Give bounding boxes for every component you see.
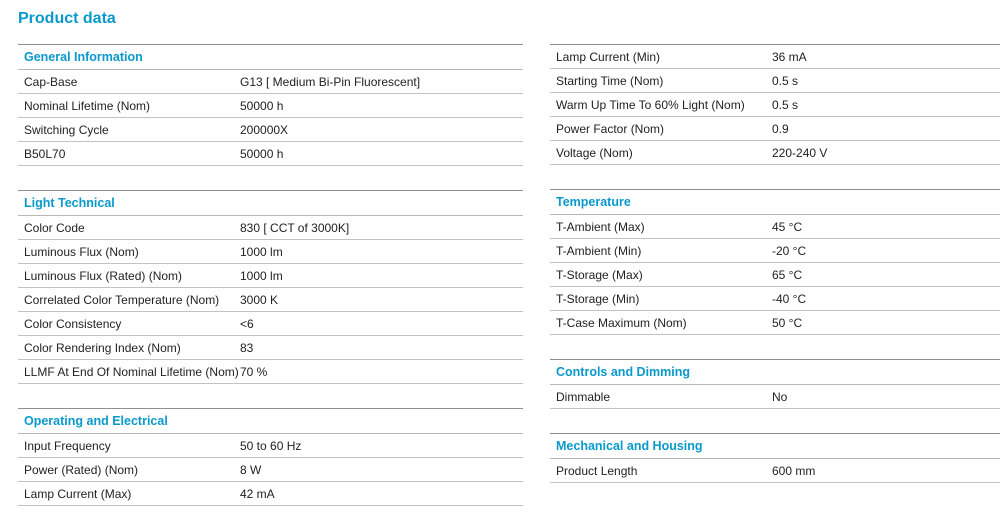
spec-value: 1000 lm (240, 244, 283, 259)
spec-value: 830 [ CCT of 3000K] (240, 220, 350, 235)
spec-value: -20 °C (772, 243, 807, 258)
spec-column-left (18, 44, 523, 506)
spec-row (18, 216, 523, 240)
section-title: Operating and Electrical (18, 409, 523, 434)
spec-row (18, 336, 523, 360)
spec-row (550, 93, 1000, 117)
spec-value: 50000 h (240, 146, 284, 161)
spec-section (550, 359, 1000, 409)
spec-row (550, 141, 1000, 165)
spec-value: 36 mA (772, 49, 807, 64)
spec-label: Input Frequency (24, 438, 111, 453)
spec-label: Power (Rated) (Nom) (24, 462, 139, 477)
spec-value: 8 W (240, 462, 262, 477)
spec-label: Lamp Current (Max) (24, 486, 132, 501)
spec-value: No (772, 389, 788, 404)
spec-section (550, 189, 1000, 335)
spec-label: T-Case Maximum (Nom) (556, 315, 687, 330)
spec-row (18, 434, 523, 458)
spec-row (550, 385, 1000, 409)
spec-label: Product Length (556, 463, 638, 478)
spec-label: Switching Cycle (24, 122, 109, 137)
spec-value: 600 mm (772, 463, 816, 478)
spec-label: Color Rendering Index (Nom) (24, 340, 181, 355)
spec-label: Dimmable (556, 389, 611, 404)
section-title: Controls and Dimming (550, 360, 1000, 385)
spec-row (18, 142, 523, 166)
spec-value: 0.9 (772, 121, 789, 136)
spec-label: T-Storage (Max) (556, 267, 643, 282)
spec-label: Starting Time (Nom) (556, 73, 664, 88)
spec-value: 42 mA (240, 486, 275, 501)
spec-value: 83 (240, 340, 254, 355)
spec-label: Cap-Base (24, 74, 78, 89)
spec-row (550, 45, 1000, 69)
spec-value: G13 [ Medium Bi-Pin Fluorescent] (240, 74, 421, 89)
spec-row (550, 459, 1000, 483)
spec-columns (18, 44, 1000, 506)
spec-label: Correlated Color Temperature (Nom) (24, 292, 220, 307)
spec-value: 200000X (240, 122, 289, 137)
spec-row (550, 287, 1000, 311)
section-title: Temperature (550, 190, 1000, 215)
spec-section (550, 44, 1000, 165)
section-title: Mechanical and Housing (550, 434, 1000, 459)
spec-column-right (550, 44, 1000, 483)
spec-section (18, 408, 523, 506)
spec-label: Lamp Current (Min) (556, 49, 661, 64)
spec-value: 45 °C (772, 219, 803, 234)
spec-row (550, 215, 1000, 239)
spec-value: <6 (240, 316, 254, 331)
spec-label: Luminous Flux (Rated) (Nom) (24, 268, 183, 283)
section-title: Light Technical (18, 191, 523, 216)
spec-row (18, 482, 523, 506)
spec-value: 1000 lm (240, 268, 283, 283)
spec-row (18, 240, 523, 264)
page-title: Product data (18, 10, 116, 27)
spec-value: 50 °C (772, 315, 803, 330)
spec-row (550, 311, 1000, 335)
spec-row (550, 69, 1000, 93)
spec-row (18, 94, 523, 118)
spec-label: Nominal Lifetime (Nom) (24, 98, 151, 113)
spec-label: Power Factor (Nom) (556, 121, 665, 136)
spec-value: 0.5 s (772, 73, 799, 88)
spec-value: 50000 h (240, 98, 284, 113)
spec-row (18, 70, 523, 94)
spec-label: Voltage (Nom) (556, 145, 633, 160)
spec-section (18, 190, 523, 384)
spec-value: 0.5 s (772, 97, 799, 112)
spec-row (550, 117, 1000, 141)
spec-value: 70 % (240, 364, 268, 379)
spec-row (18, 458, 523, 482)
spec-value: 50 to 60 Hz (240, 438, 302, 453)
spec-label: T-Ambient (Min) (556, 243, 642, 258)
section-title: General Information (18, 45, 523, 70)
spec-section (550, 433, 1000, 483)
spec-label: LLMF At End Of Nominal Lifetime (Nom) (24, 364, 239, 379)
spec-value: 65 °C (772, 267, 803, 282)
spec-row (18, 312, 523, 336)
spec-section (18, 44, 523, 166)
spec-row (550, 239, 1000, 263)
spec-row (18, 264, 523, 288)
spec-row (18, 288, 523, 312)
spec-label: Warm Up Time To 60% Light (Nom) (556, 97, 745, 112)
spec-label: Color Code (24, 220, 85, 235)
spec-value: 3000 K (240, 292, 279, 307)
spec-label: B50L70 (24, 146, 66, 161)
spec-label: Luminous Flux (Nom) (24, 244, 139, 259)
spec-label: Color Consistency (24, 316, 122, 331)
spec-label: T-Ambient (Max) (556, 219, 645, 234)
spec-row (18, 118, 523, 142)
spec-row (550, 263, 1000, 287)
spec-label: T-Storage (Min) (556, 291, 640, 306)
spec-value: -40 °C (772, 291, 807, 306)
spec-value: 220-240 V (772, 145, 828, 160)
spec-row (18, 360, 523, 384)
